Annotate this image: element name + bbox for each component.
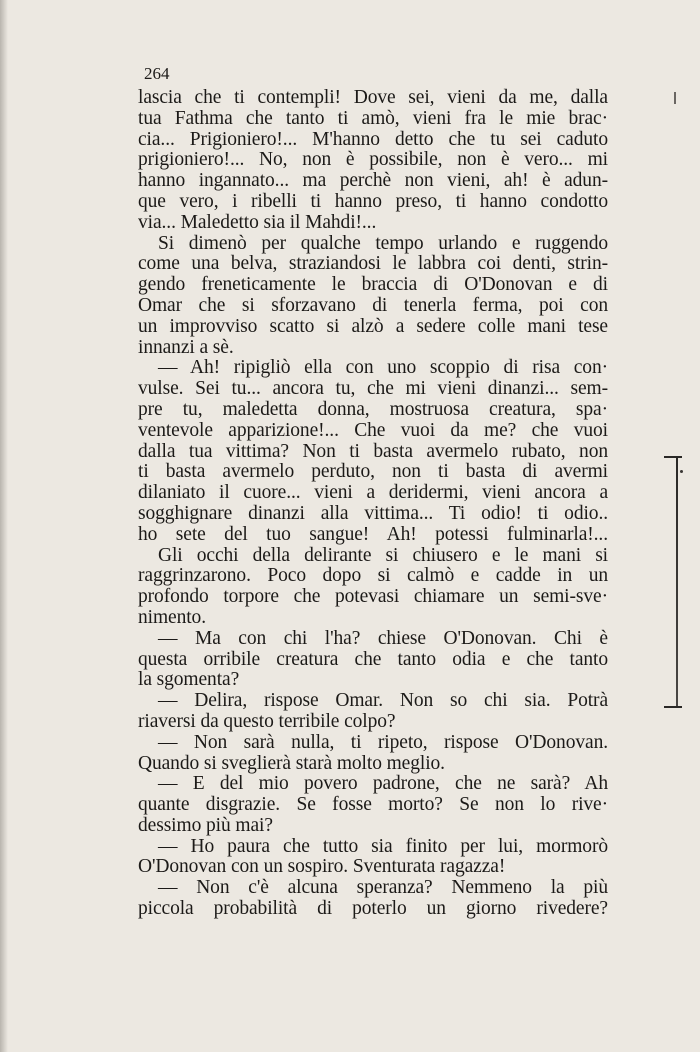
text-line: — Non sarà nulla, ti ripeto, rispose O'Donovan. <box>158 732 608 753</box>
margin-bracket-line <box>676 456 678 708</box>
page-edge-shadow <box>0 0 8 1052</box>
margin-bracket-bottom <box>664 706 682 708</box>
text-line: via... Maledetto sia il Mahdi!... <box>138 212 377 233</box>
text-line: — Ho paura che tutto sia finito per lui, mormorò <box>158 836 608 857</box>
text-line: ho sete del tuo sangue! Ah! potessi fulminarla!... <box>138 524 608 545</box>
text-line: piccola probabilità di poterlo un giorno rivedere? <box>138 899 608 920</box>
text-line: — Non c'è alcuna speranza? Nemmeno la più <box>158 878 608 899</box>
text-line: come una belva, straziandosi le labbra coi denti, strin- <box>138 254 608 275</box>
text-line: sogghignare dinanzi alla vittima... Ti odio! ti odio.. <box>138 503 608 524</box>
text-line: quante disgrazie. Se fosse morto? Se non lo rive· <box>138 795 608 816</box>
text-line: ti basta avermelo perduto, non ti basta di avermi <box>138 462 608 483</box>
text-line: cia... Prigioniero!... M'hanno detto che tu sei caduto <box>138 129 608 150</box>
text-line: riaversi da questo terribile colpo? <box>138 711 396 732</box>
margin-bracket-top <box>664 456 682 458</box>
body-text <box>138 88 608 920</box>
text-line: profondo torpore che potevasi chiamare un semi-sve· <box>138 587 608 608</box>
text-line: la sgomenta? <box>138 670 240 691</box>
text-line: que vero, i ribelli ti hanno preso, ti hanno condotto <box>138 191 608 212</box>
text-line: prigioniero!... No, non è possibile, non è vero... mi <box>138 150 608 171</box>
text-line: nimento. <box>138 607 206 628</box>
margin-tick <box>674 92 676 104</box>
margin-bracket-dot <box>680 470 683 473</box>
text-line: dalla tua vittima? Non ti basta avermelo rubato, non <box>138 441 608 462</box>
text-line: vulse. Sei tu... ancora tu, che mi vieni dinanzi... sem- <box>138 379 608 400</box>
text-line: innanzi a sè. <box>138 337 234 358</box>
text-line: Gli occhi della delirante si chiusero e le mani si <box>158 545 608 566</box>
text-line: ventevole apparizione!... Che vuoi da me? che vuoi <box>138 420 608 441</box>
text-line: questa orribile creatura che tanto odia e che tanto <box>138 649 608 670</box>
text-line: Quando si sveglierà starà molto meglio. <box>138 753 445 774</box>
text-line: O'Donovan con un sospiro. Sventurata ragazza! <box>138 857 506 878</box>
text-line: hanno ingannato... ma perchè non vieni, ah! è adun- <box>138 171 608 192</box>
text-line: raggrinzarono. Poco dopo si calmò e cadde in un <box>138 566 608 587</box>
text-line: un improvviso scatto si alzò a sedere colle mani tese <box>138 316 608 337</box>
text-line: pre tu, maledetta donna, mostruosa creatura, spa· <box>138 399 608 420</box>
text-line: dilaniato il cuore... vieni a deridermi, vieni ancora a <box>138 483 608 504</box>
text-line: — E del mio povero padrone, che ne sarà? Ah <box>158 774 608 795</box>
text-line: — Ma con chi l'ha? chiese O'Donovan. Chi è <box>158 628 608 649</box>
text-line: Omar che si sforzavano di tenerla ferma, poi con <box>138 295 608 316</box>
page-number: 264 <box>144 64 170 83</box>
text-line: Si dimenò per qualche tempo urlando e ruggendo <box>158 233 608 254</box>
text-line: — Ah! ripigliò ella con uno scoppio di risa con· <box>158 358 608 379</box>
text-line: — Delira, rispose Omar. Non so chi sia. Potrà <box>158 691 608 712</box>
text-line: gendo freneticamente le braccia di O'Donovan e di <box>138 275 608 296</box>
text-line: tua Fathma che tanto ti amò, vieni fra le mie brac· <box>138 108 608 129</box>
text-line: dessimo più mai? <box>138 815 273 836</box>
text-line: lascia che ti contempli! Dove sei, vieni da me, dalla <box>138 88 608 108</box>
